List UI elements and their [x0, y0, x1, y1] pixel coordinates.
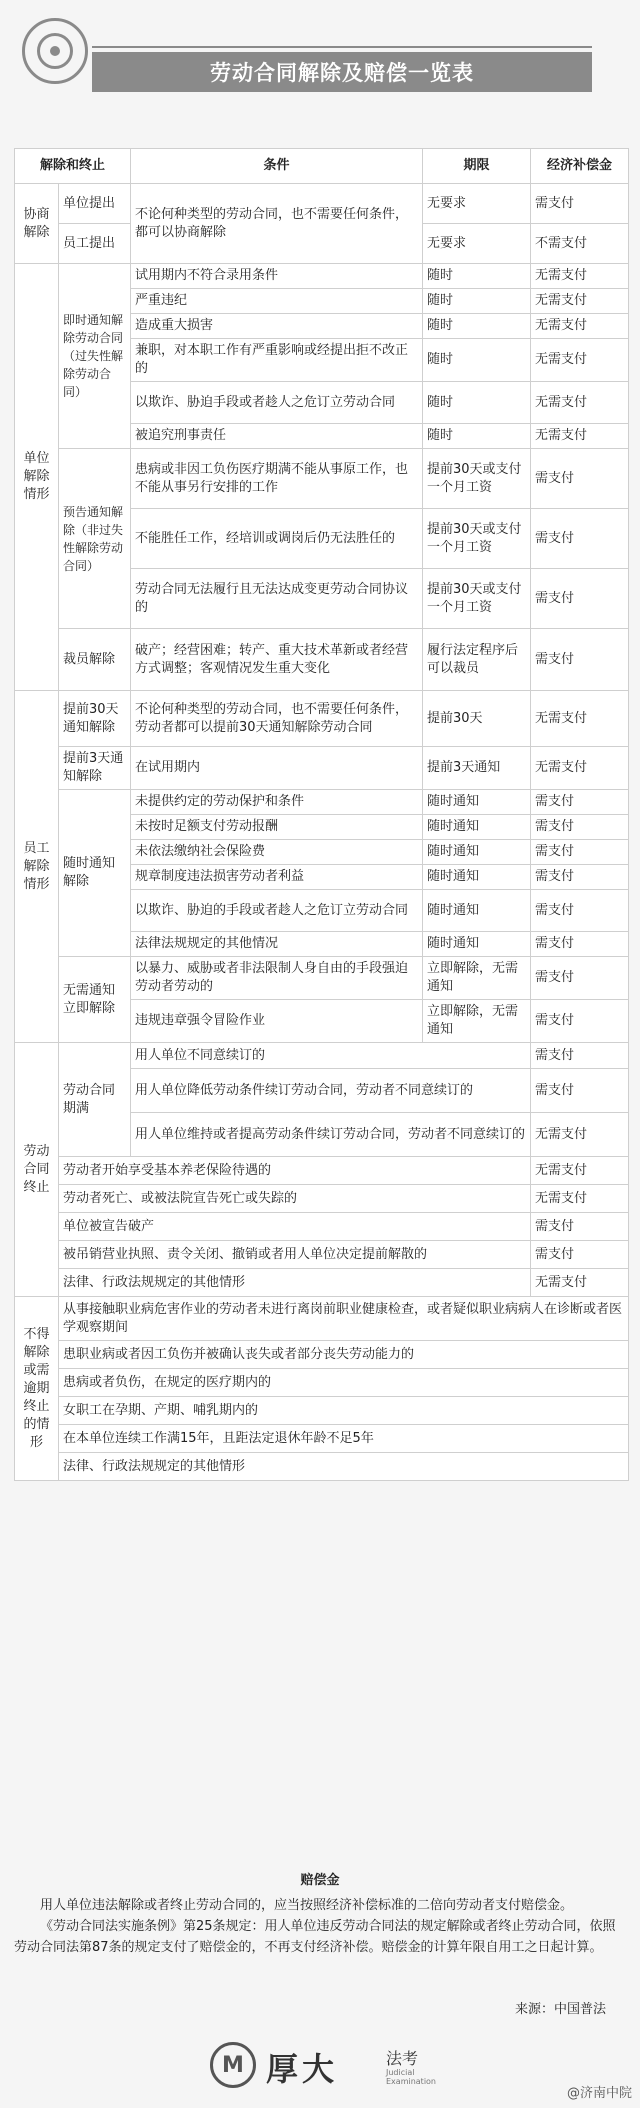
brand-mark-icon: M — [210, 2042, 256, 2088]
compensation-cell: 需支付 — [531, 1000, 629, 1043]
header-cell: 期限 — [423, 149, 531, 184]
condition-cell: 劳动者死亡、或被法院宣告死亡或失踪的 — [59, 1185, 531, 1213]
table-row — [15, 449, 629, 509]
compensation-cell: 需支付 — [531, 957, 629, 1000]
page-title: 劳动合同解除及赔偿一览表 — [210, 61, 474, 85]
subcategory-cell: 提前3天通知解除 — [59, 747, 131, 790]
condition-cell: 劳动合同无法履行且无法达成变更劳动合同协议的 — [131, 569, 423, 629]
subcategory-cell: 裁员解除 — [59, 629, 131, 691]
table-row — [15, 1397, 629, 1425]
term-cell: 提前30天或支付一个月工资 — [423, 509, 531, 569]
table-row — [15, 790, 629, 815]
condition-cell: 女职工在孕期、产期、哺乳期内的 — [59, 1397, 629, 1425]
condition-cell: 以欺诈、胁迫的手段或者趁人之危订立劳动合同 — [131, 890, 423, 932]
term-cell: 无要求 — [423, 224, 531, 264]
compensation-cell: 需支付 — [531, 815, 629, 840]
term-cell: 提前3天通知 — [423, 747, 531, 790]
condition-cell: 在本单位连续工作满15年，且距法定退休年龄不足5年 — [59, 1425, 629, 1453]
condition-cell: 试用期内不符合录用条件 — [131, 264, 423, 289]
condition-cell: 用人单位不同意续订的 — [131, 1043, 531, 1069]
compensation-cell: 无需支付 — [531, 289, 629, 314]
compensation-cell: 无需支付 — [531, 382, 629, 424]
category-cell: 不得解除或需逾期终止的情形 — [15, 1297, 59, 1481]
condition-cell: 不论何种类型的劳动合同，也不需要任何条件，劳动者都可以提前30天通知解除劳动合同 — [131, 691, 423, 747]
subcategory-cell: 即时通知解除劳动合同（过失性解除劳动合同） — [59, 264, 131, 449]
compensation-cell: 需支付 — [531, 449, 629, 509]
term-cell: 随时 — [423, 424, 531, 449]
term-cell: 随时通知 — [423, 890, 531, 932]
compensation-cell: 不需支付 — [531, 224, 629, 264]
condition-cell: 被吊销营业执照、责令关闭、撤销或者用人单位决定提前解散的 — [59, 1241, 531, 1269]
term-cell: 无要求 — [423, 184, 531, 224]
brand-logo — [210, 2040, 450, 2090]
condition-cell: 用人单位维持或者提高劳动条件续订劳动合同，劳动者不同意续订的 — [131, 1113, 531, 1157]
term-cell: 立即解除，无需通知 — [423, 957, 531, 1000]
subcategory-cell: 随时通知解除 — [59, 790, 131, 957]
compensation-cell: 无需支付 — [531, 1113, 629, 1157]
term-cell: 提前30天或支付一个月工资 — [423, 449, 531, 509]
term-cell: 随时 — [423, 339, 531, 382]
condition-cell: 单位被宣告破产 — [59, 1213, 531, 1241]
condition-cell: 严重违纪 — [131, 289, 423, 314]
compensation-cell: 需支付 — [531, 1241, 629, 1269]
condition-cell: 造成重大损害 — [131, 314, 423, 339]
subcategory-cell: 单位提出 — [59, 184, 131, 224]
header-cell: 解除和终止 — [15, 149, 131, 184]
subcategory-cell: 劳动合同期满 — [59, 1043, 131, 1157]
compensation-cell: 需支付 — [531, 629, 629, 691]
title-band — [92, 52, 592, 92]
table-row — [15, 1453, 629, 1481]
table-header-row — [15, 149, 629, 184]
compensation-cell: 需支付 — [531, 1043, 629, 1069]
compensation-cell: 需支付 — [531, 569, 629, 629]
compensation-cell: 需支付 — [531, 1213, 629, 1241]
table-row — [15, 184, 629, 224]
condition-cell: 法律、行政法规规定的其他情形 — [59, 1269, 531, 1297]
term-cell: 提前30天或支付一个月工资 — [423, 569, 531, 629]
title-rule — [92, 46, 592, 48]
table-row — [15, 1369, 629, 1397]
subcategory-cell: 预告通知解除（非过失性解除劳动合同） — [59, 449, 131, 629]
category-cell: 单位解除情形 — [15, 264, 59, 691]
term-cell: 随时通知 — [423, 932, 531, 957]
condition-cell: 法律法规规定的其他情况 — [131, 932, 423, 957]
table-row — [15, 691, 629, 747]
watermark: @济南中院 — [566, 2086, 632, 2101]
compensation-cell: 无需支付 — [531, 1157, 629, 1185]
compensation-cell: 无需支付 — [531, 747, 629, 790]
term-cell: 随时 — [423, 314, 531, 339]
condition-cell: 劳动者开始享受基本养老保险待遇的 — [59, 1157, 531, 1185]
table-row — [15, 1297, 629, 1341]
condition-cell: 不论何种类型的劳动合同，也不需要任何条件，都可以协商解除 — [131, 184, 423, 264]
compensation-cell: 无需支付 — [531, 1185, 629, 1213]
notes-title: 赔偿金 — [300, 1873, 340, 1888]
circle-logo-icon — [22, 18, 88, 84]
compensation-cell: 无需支付 — [531, 691, 629, 747]
compensation-cell: 需支付 — [531, 509, 629, 569]
table-row — [15, 1185, 629, 1213]
condition-cell: 法律、行政法规规定的其他情形 — [59, 1453, 629, 1481]
table-row — [15, 1425, 629, 1453]
term-cell: 随时通知 — [423, 865, 531, 890]
condition-cell: 未提供约定的劳动保护和条件 — [131, 790, 423, 815]
condition-cell: 不能胜任工作，经培训或调岗后仍无法胜任的 — [131, 509, 423, 569]
compensation-cell: 需支付 — [531, 840, 629, 865]
notes-paragraph: 《劳动合同法实施条例》第25条规定：用人单位违反劳动合同法的规定解除或者终止劳动合同，依照劳动合同法第87条的规定支付了赔偿金的，不再支付经济补偿。赔偿金的计算年限自用工之日起计算。 — [14, 1919, 616, 1955]
compensation-cell: 无需支付 — [531, 339, 629, 382]
compensation-cell: 需支付 — [531, 932, 629, 957]
condition-cell: 用人单位降低劳动条件续订劳动合同，劳动者不同意续订的 — [131, 1069, 531, 1113]
compensation-cell: 需支付 — [531, 184, 629, 224]
term-cell: 随时 — [423, 264, 531, 289]
condition-cell: 以欺诈、胁迫手段或者趁人之危订立劳动合同 — [131, 382, 423, 424]
table-row — [15, 1043, 629, 1069]
subcategory-cell: 提前30天通知解除 — [59, 691, 131, 747]
brand-english: Judicial Examination — [386, 2068, 437, 2086]
table-row — [15, 1157, 629, 1185]
condition-cell: 从事接触职业病危害作业的劳动者未进行离岗前职业健康检查，或者疑似职业病病人在诊断或者医学观察期间 — [59, 1297, 629, 1341]
term-cell: 提前30天 — [423, 691, 531, 747]
category-cell: 劳动合同终止 — [15, 1043, 59, 1297]
table-row — [15, 1269, 629, 1297]
subcategory-cell: 无需通知立即解除 — [59, 957, 131, 1043]
table-row — [15, 1241, 629, 1269]
header — [0, 0, 640, 120]
subcategory-cell: 员工提出 — [59, 224, 131, 264]
notes-paragraph: 用人单位违法解除或者终止劳动合同的，应当按照经济补偿标准的二倍向劳动者支付赔偿金。 — [40, 1898, 574, 1913]
condition-cell: 以暴力、威胁或者非法限制人身自由的手段强迫劳动者劳动的 — [131, 957, 423, 1000]
term-cell: 随时通知 — [423, 840, 531, 865]
termination-table — [14, 148, 629, 1481]
source-label: 来源：中国普法 — [514, 2002, 606, 2017]
category-cell: 员工解除情形 — [15, 691, 59, 1043]
condition-cell: 患职业病或者因工负伤并被确认丧失或者部分丧失劳动能力的 — [59, 1341, 629, 1369]
condition-cell: 被追究刑事责任 — [131, 424, 423, 449]
term-cell: 履行法定程序后可以裁员 — [423, 629, 531, 691]
term-cell: 随时通知 — [423, 815, 531, 840]
brand-subtitle: 法考 — [386, 2049, 419, 2068]
header-cell: 经济补偿金 — [531, 149, 629, 184]
condition-cell: 规章制度违法损害劳动者利益 — [131, 865, 423, 890]
category-cell: 协商解除 — [15, 184, 59, 264]
condition-cell: 未按时足额支付劳动报酬 — [131, 815, 423, 840]
table-row — [15, 1213, 629, 1241]
compensation-cell: 需支付 — [531, 790, 629, 815]
compensation-cell: 无需支付 — [531, 1269, 629, 1297]
table-row — [15, 1341, 629, 1369]
table-row — [15, 957, 629, 1000]
term-cell: 随时 — [423, 289, 531, 314]
table-row — [15, 264, 629, 289]
condition-cell: 兼职，对本职工作有严重影响或经提出拒不改正的 — [131, 339, 423, 382]
table-row — [15, 629, 629, 691]
compensation-cell: 需支付 — [531, 865, 629, 890]
condition-cell: 患病或者负伤，在规定的医疗期内的 — [59, 1369, 629, 1397]
condition-cell: 违规违章强令冒险作业 — [131, 1000, 423, 1043]
condition-cell: 未依法缴纳社会保险费 — [131, 840, 423, 865]
condition-cell: 在试用期内 — [131, 747, 423, 790]
table-row — [15, 747, 629, 790]
condition-cell: 破产；经营困难；转产、重大技术革新或者经营方式调整；客观情况发生重大变化 — [131, 629, 423, 691]
compensation-cell: 无需支付 — [531, 264, 629, 289]
condition-cell: 患病或非因工负伤医疗期满不能从事原工作，也不能从事另行安排的工作 — [131, 449, 423, 509]
compensation-cell: 无需支付 — [531, 314, 629, 339]
header-cell: 条件 — [131, 149, 423, 184]
compensation-cell: 需支付 — [531, 1069, 629, 1113]
brand-name: 厚大 — [266, 2050, 339, 2088]
term-cell: 随时通知 — [423, 790, 531, 815]
term-cell: 随时 — [423, 382, 531, 424]
compensation-notes — [14, 1870, 626, 1958]
compensation-cell: 需支付 — [531, 890, 629, 932]
compensation-cell: 无需支付 — [531, 424, 629, 449]
term-cell: 立即解除，无需通知 — [423, 1000, 531, 1043]
